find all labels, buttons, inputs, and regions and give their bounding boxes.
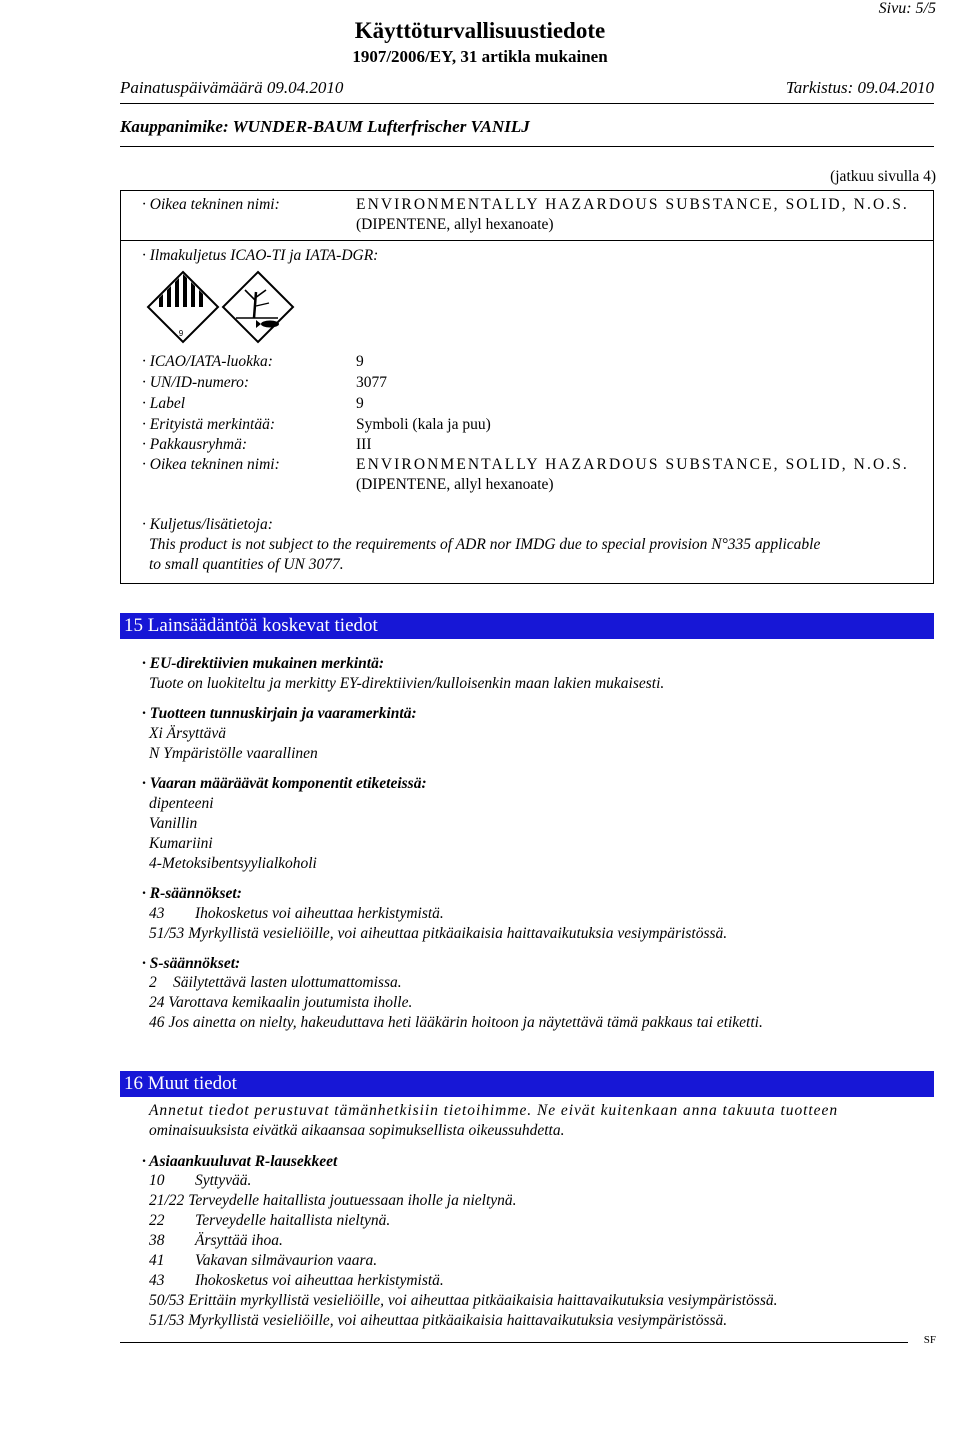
r-phrase [149, 1272, 444, 1290]
transport-divider [120, 240, 934, 241]
r-phrase [149, 1312, 727, 1330]
s-phrase-code: 46 [149, 1014, 165, 1031]
r-phrase-code: 43 [149, 905, 165, 922]
transport-extra-text: This product is not subject to the requirements of ADR nor IMDG due to special provision N°335 applicable [149, 536, 821, 553]
r-phrase-text: Erittäin myrkyllistä vesieliöille, voi aiheuttaa pitkäaikaisia haittavaikutuksia vesiympäristössä. [188, 1292, 778, 1309]
continued-note: (jatkuu sivulla 4) [830, 168, 936, 185]
r-phrase-code: 51/53 [149, 925, 185, 942]
r-phrase-text: Syttyvää. [195, 1172, 252, 1189]
eu-text: Tuote on luokiteltu ja merkitty EY-direktiivien/kulloisenkin maan lakien mukaisesti. [149, 675, 665, 692]
language-code: SF [923, 1334, 936, 1346]
row-value: III [356, 436, 372, 453]
diamond-number: 9 [178, 329, 184, 338]
relevant-r-label: · Asiaankuuluvat R-lausekkeet [142, 1153, 338, 1170]
air-transport-label: · Ilmakuljetus ICAO-TI ja IATA-DGR: [142, 247, 379, 264]
r-phrase-code: 51/53 [149, 1312, 185, 1329]
trade-name-divider [120, 146, 934, 147]
s-phrase [149, 1014, 763, 1032]
header-divider [120, 103, 934, 104]
component-item: Kumariini [149, 835, 213, 852]
transport-row-special-marking [142, 416, 491, 434]
r-phrase-code: 50/53 [149, 1292, 185, 1309]
component-item: 4-Metoksibentsyylialkoholi [149, 855, 317, 872]
row-label: · Erityistä merkintää: [142, 416, 276, 433]
print-date: Painatuspäivämäärä 09.04.2010 [120, 78, 344, 97]
row-label: · Pakkausryhmä: [142, 436, 248, 453]
section-16-title: 16 Muut tiedot [124, 1073, 237, 1094]
symbol-item: Xi Ärsyttävä [149, 725, 227, 742]
symbols-label: · Tuotteen tunnuskirjain ja vaaramerkintä: [142, 705, 417, 722]
s-phrase-code: 2 [149, 974, 157, 991]
s-phrase-text: Säilytettävä lasten ulottumattomissa. [173, 974, 402, 991]
transport-row-icao-class [142, 353, 364, 371]
proper-name-label: · Oikea tekninen nimi: [142, 456, 280, 473]
r-phrase [149, 1232, 283, 1250]
row-label: · Label [142, 395, 186, 412]
s-phrases-label: · S-säännökset: [142, 955, 241, 972]
r-phrase [149, 1172, 251, 1190]
row-value: 9 [356, 395, 364, 412]
proper-name-label: · Oikea tekninen nimi: [142, 196, 280, 213]
transport-extra-label: · Kuljetus/lisätietoja: [142, 516, 273, 533]
r-phrase [149, 905, 444, 923]
s-phrase [149, 974, 402, 992]
eu-label: · EU-direktiivien mukainen merkintä: [142, 655, 384, 672]
r-phrase [149, 1252, 377, 1270]
transport-row-un-number [142, 374, 387, 392]
r-phrase [149, 1192, 517, 1210]
r-phrase-text: Terveydelle haitallista nieltynä. [195, 1212, 391, 1229]
r-phrase-text: Ihokosketus voi aiheuttaa herkistymistä. [195, 905, 444, 922]
proper-name-row [142, 196, 909, 214]
document-subtitle: 1907/2006/EY, 31 artikla mukainen [352, 47, 608, 66]
r-phrase-code: 22 [149, 1212, 165, 1229]
proper-name-value: ENVIRONMENTALLY HAZARDOUS SUBSTANCE, SOLID, N.O.S. [356, 456, 909, 473]
s-phrase [149, 994, 412, 1012]
class9-diamond-icon [148, 272, 218, 342]
components-label: · Vaaran määräävät komponentit etiketeissä: [142, 775, 427, 792]
r-phrase-code: 10 [149, 1172, 165, 1189]
r-phrase [149, 1292, 778, 1310]
page-number: Sivu: 5/5 [878, 0, 936, 17]
trade-name: Kauppanimike: WUNDER-BAUM Lufterfrischer VANILJ [120, 117, 530, 136]
s-phrase-text: Jos ainetta on nielty, hakeuduttava heti lääkärin hoitoon ja näytettävä tämä pakkaus tai etiketti. [168, 1014, 763, 1031]
r-phrase-code: 21/22 [149, 1192, 185, 1209]
document-title: Käyttöturvallisuustiedote [354, 18, 606, 43]
proper-name-row-2 [142, 456, 909, 474]
row-value: 3077 [356, 374, 387, 391]
r-phrase-text: Ihokosketus voi aiheuttaa herkistymistä. [195, 1272, 444, 1289]
r-phrases-label: · R-säännökset: [142, 885, 242, 902]
row-value: 9 [356, 353, 364, 370]
symbol-item: N Ympäristölle vaarallinen [149, 745, 318, 762]
section-15-header [120, 613, 934, 639]
proper-name-extra: (DIPENTENE, allyl hexanoate) [356, 216, 554, 233]
proper-name-value: ENVIRONMENTALLY HAZARDOUS SUBSTANCE, SOLID, N.O.S. [356, 196, 909, 213]
section-16-header [120, 1071, 934, 1097]
r-phrase-text: Terveydelle haitallista joutuessaan iholle ja nieltynä. [188, 1192, 517, 1209]
r-phrase-text: Vakavan silmävaurion vaara. [195, 1252, 378, 1269]
section-16-intro: Annetut tiedot perustuvat tämänhetkisiin tietoihimme. Ne eivät kuitenkaan anna takuuta tuotteen [149, 1102, 839, 1119]
transport-row-label [142, 395, 364, 413]
component-item: dipenteeni [149, 795, 214, 812]
section-16-intro-2: ominaisuuksista eivätkä aikaansaa sopimuksellista oikeussuhdetta. [149, 1122, 565, 1139]
s-phrase-code: 24 [149, 994, 165, 1011]
component-item: Vanillin [149, 815, 198, 832]
r-phrase-code: 43 [149, 1272, 165, 1289]
r-phrase-text: Ärsyttää ihoa. [195, 1232, 283, 1249]
hazard-pictograms [146, 270, 296, 346]
revision-date: Tarkistus: 09.04.2010 [785, 78, 934, 97]
r-phrase [149, 925, 727, 943]
transport-row-packing-group [142, 436, 372, 454]
r-phrase-text: Myrkyllistä vesieliöille, voi aiheuttaa pitkäaikaisia haittavaikutuksia vesiympäristössä. [188, 1312, 728, 1329]
s-phrase-text: Varottava kemikaalin joutumista iholle. [168, 994, 413, 1011]
transport-extra-text-2: to small quantities of UN 3077. [149, 556, 344, 573]
footer-divider [120, 1342, 908, 1343]
r-phrase-code: 38 [149, 1232, 165, 1249]
r-phrase-text: Myrkyllistä vesieliöille, voi aiheuttaa pitkäaikaisia haittavaikutuksia vesiympäristössä. [188, 925, 728, 942]
environment-hazard-icon [223, 272, 293, 342]
row-value: Symboli (kala ja puu) [356, 416, 491, 433]
r-phrase [149, 1212, 390, 1230]
row-label: · ICAO/IATA-luokka: [142, 353, 273, 370]
section-15-title: 15 Lainsäädäntöä koskevat tiedot [124, 615, 378, 636]
r-phrase-code: 41 [149, 1252, 165, 1269]
proper-name-extra-2: (DIPENTENE, allyl hexanoate) [356, 476, 554, 493]
row-label: · UN/ID-numero: [142, 374, 250, 391]
